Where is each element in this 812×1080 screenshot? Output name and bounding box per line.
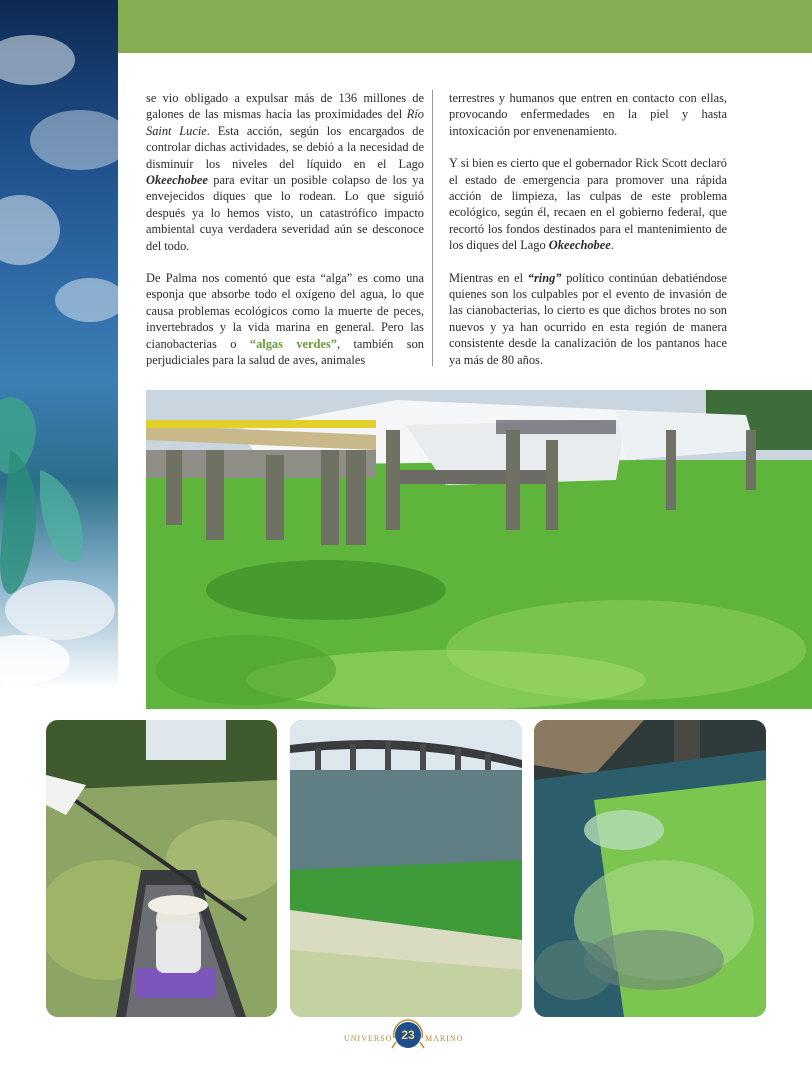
text-run: Mientras en el: [449, 270, 528, 285]
text-run: “algas verdes”: [249, 336, 337, 351]
text-run: se vio obligado a expulsar más de 136 millones de galones de las mismas hacia las proximidades del: [146, 91, 424, 122]
article-column-left: [146, 90, 424, 385]
column-divider: [432, 90, 433, 366]
text-run: político continúan debatiéndose quienes son los culpables por el evento de invasión de las cianobacterias, lo cierto es que dichos brotes no son nuevos y ya han ocurrido en esta región de manera consistente desde la canalización de los pantanos hace ya más de 80 años.: [449, 270, 727, 367]
page-number: 23: [395, 1022, 421, 1048]
header-band: [118, 0, 812, 53]
article-paragraph: [449, 155, 727, 253]
article-paragraph: [449, 270, 727, 368]
bridge-algae-photo: [290, 720, 522, 1017]
text-run: Okeechobee: [548, 238, 611, 253]
text-run: , también son perjudiciales para la salud de aves, animales: [146, 336, 425, 368]
article-paragraph: [449, 90, 727, 139]
text-run: .: [610, 238, 614, 253]
text-run: para evitar un posible colapso de los ya envejecidos diques que lo rodean. Lo que siguió después ya lo hemos visto, un catastrófico impacto ambiental cuya verdadera severidad aún se desconoce del todo.: [146, 173, 424, 253]
satellite-earth-image: [0, 0, 118, 690]
article-paragraph: [146, 90, 424, 254]
text-run: . Esta acción, según los encargados de controlar dichas actividades, se debió a la necesidad de disminuir los niveles del líquido en el Lago: [146, 123, 424, 171]
text-run: terrestres y humanos que entren en contacto con ellas, provocando enfermedades en la piel y hasta intoxicación por envenenamiento.: [449, 91, 727, 138]
kayak-algae-photo: [46, 720, 277, 1017]
text-run: De Palma nos comentó que esta “alga” es como una esponja que absorbe todo el oxígeno del agua, lo que causa problemas ecológicos como la muerte de peces, invertebrados y la vida marina en general. Pero las cianobacterias o: [146, 271, 424, 351]
text-run: Y si bien es cierto que el gobernador Rick Scott declaró el estado de emergencia para promover una rápida acción de limpieza, las culpas de este problema ecológico, según él, recaen en el gobierno federal, que recortó los fondos destinados para el mantenimiento de los diques del Lago: [449, 156, 727, 253]
footer-magazine-name-right: MARINO: [425, 1034, 464, 1043]
article-column-right: [449, 90, 727, 384]
article-paragraph: [146, 270, 424, 368]
footer-magazine-name-left: UNIVERSO: [344, 1034, 393, 1043]
dock-algae-photo: [534, 720, 766, 1017]
text-run: Okeechobee: [146, 173, 208, 188]
marina-algae-photo: [146, 390, 812, 709]
text-run: “ring”: [527, 270, 562, 285]
text-run: Río Saint Lucie: [146, 107, 424, 138]
